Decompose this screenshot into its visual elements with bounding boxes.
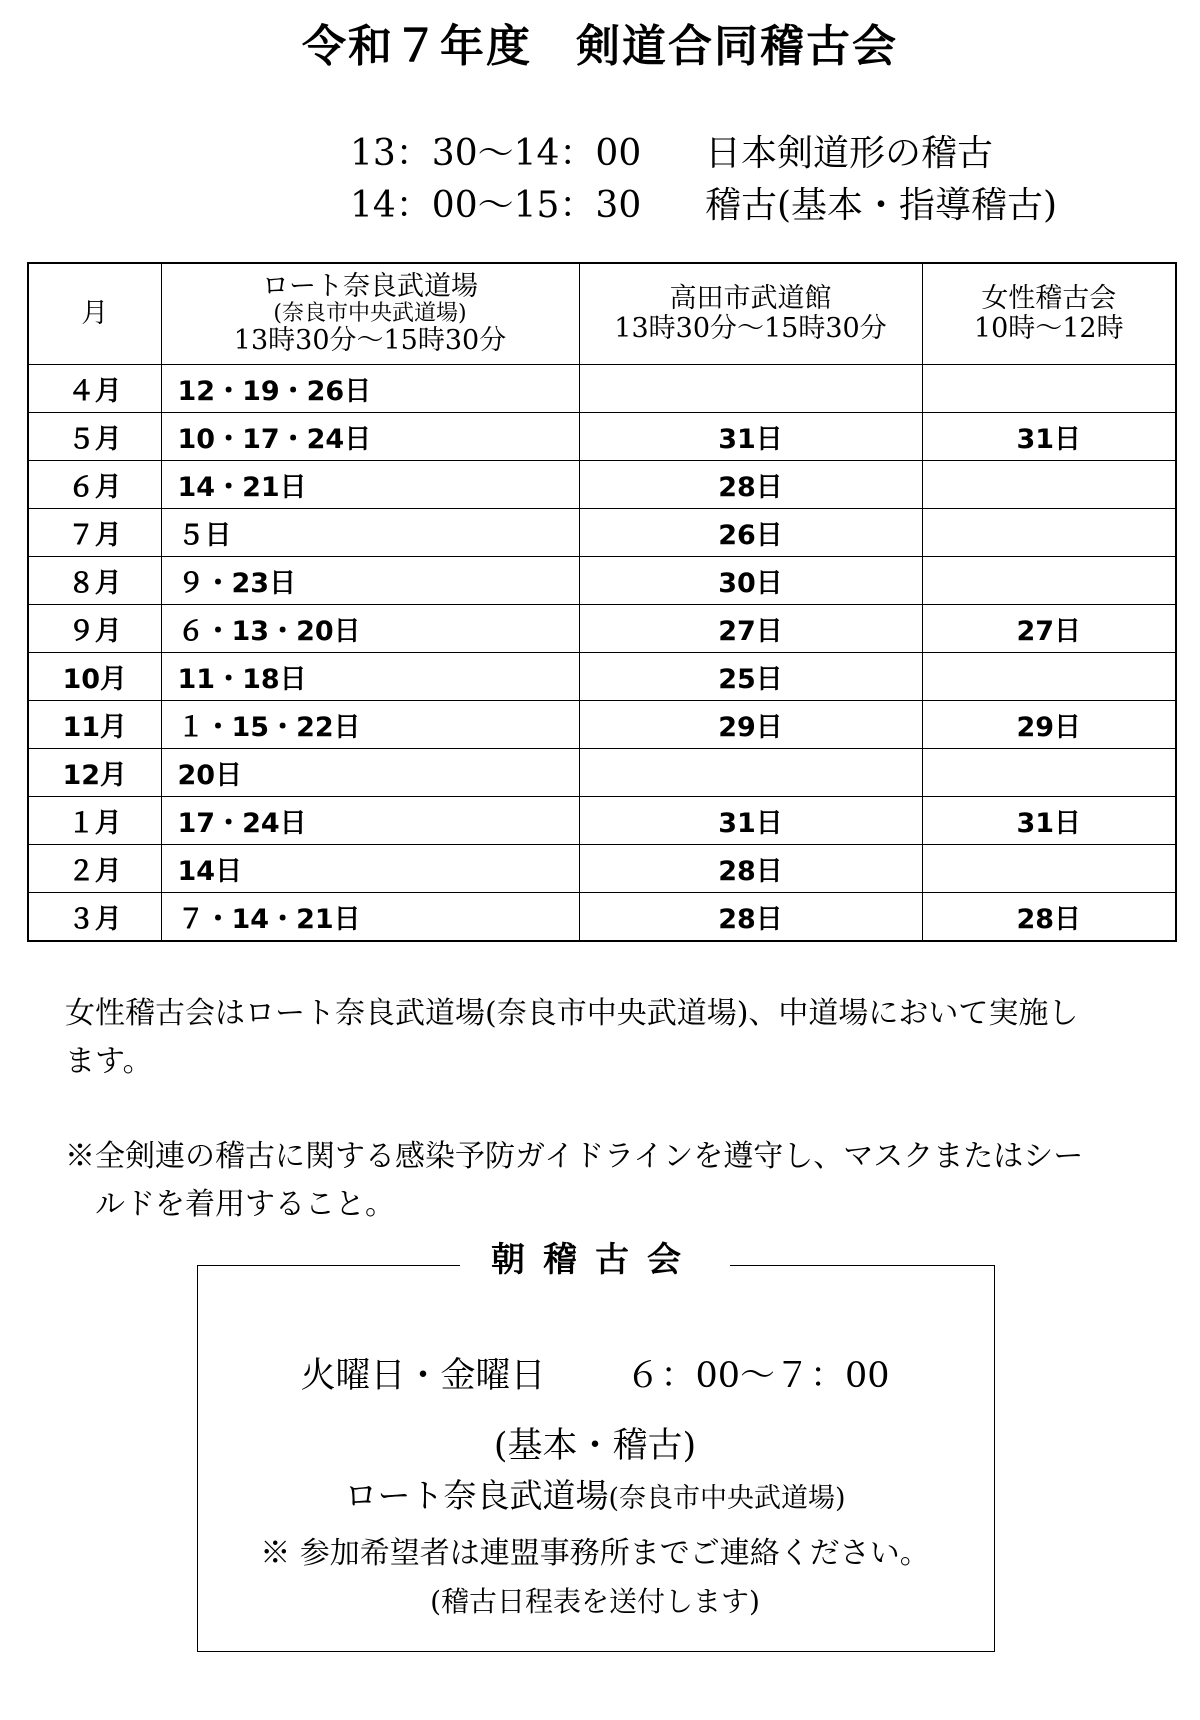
morning-practice-title: 朝稽古会 [460, 1238, 730, 1282]
table-row [28, 701, 1176, 749]
table-row [28, 365, 1176, 413]
cell-roht-dates: 14・21日 [161, 461, 579, 509]
schedule-time: 13：30〜14：00 [350, 133, 642, 174]
morning-venue: ロート奈良武道場(奈良市中央武道場) [344, 1476, 846, 1515]
cell-women-date: 29日 [922, 701, 1176, 749]
cell-roht-dates: 11・18日 [161, 653, 579, 701]
cell-women-date: 31日 [922, 413, 1176, 461]
table-row [28, 461, 1176, 509]
cell-roht-dates: 10・17・24日 [161, 413, 579, 461]
cell-month: ５月 [28, 413, 161, 461]
morning-days: 火曜日・金曜日 [300, 1356, 546, 1396]
header-women-session: 女性稽古会 10時〜12時 [922, 263, 1176, 365]
cell-takada-date: 30日 [579, 557, 922, 605]
table-row [28, 749, 1176, 797]
cell-women-date [922, 845, 1176, 893]
cell-takada-date: 26日 [579, 509, 922, 557]
schedule-times [350, 128, 1150, 232]
cell-month: ８月 [28, 557, 161, 605]
cell-roht-dates: １・15・22日 [161, 701, 579, 749]
table-row [28, 509, 1176, 557]
table-row [28, 845, 1176, 893]
women-session-note: 女性稽古会はロート奈良武道場(奈良市中央武道場)、中道場において実施し ます。 [65, 996, 1079, 1079]
cell-women-date [922, 461, 1176, 509]
cell-takada-date: 28日 [579, 893, 922, 942]
cell-month: 11月 [28, 701, 161, 749]
page-title [0, 10, 1200, 74]
morning-days-time [197, 1348, 993, 1398]
cell-roht-dates: 20日 [161, 749, 579, 797]
cell-month: １月 [28, 797, 161, 845]
schedule-time: 14：00〜15：30 [350, 185, 642, 226]
cell-roht-dates: 17・24日 [161, 797, 579, 845]
cell-women-date: 27日 [922, 605, 1176, 653]
cell-month: 12月 [28, 749, 161, 797]
cell-takada-date [579, 365, 922, 413]
schedule-activity: 日本剣道形の稽古 [705, 133, 994, 174]
cell-month: ２月 [28, 845, 161, 893]
cell-takada-date: 25日 [579, 653, 922, 701]
cell-takada-date [579, 749, 922, 797]
cell-women-date [922, 557, 1176, 605]
cell-takada-date: 28日 [579, 845, 922, 893]
table-row [28, 413, 1176, 461]
cell-roht-dates: 12・19・26日 [161, 365, 579, 413]
table-header-row [28, 263, 1176, 365]
cell-month: 10月 [28, 653, 161, 701]
cell-month: ６月 [28, 461, 161, 509]
mask-guideline-note: ※全剣連の稽古に関する感染予防ガイドラインを遵守し、マスクまたはシー ルドを着用すること。 [65, 1139, 1084, 1222]
header-roht-venue: ロート奈良武道場 (奈良市中央武道場) 13時30分〜15時30分 [161, 263, 579, 365]
cell-takada-date: 31日 [579, 413, 922, 461]
cell-roht-dates: ５日 [161, 509, 579, 557]
cell-women-date: 28日 [922, 893, 1176, 942]
table-row [28, 893, 1176, 942]
cell-month: ３月 [28, 893, 161, 942]
table-row [28, 557, 1176, 605]
table-row [28, 605, 1176, 653]
cell-women-date: 31日 [922, 797, 1176, 845]
schedule-row [350, 180, 1150, 232]
morning-content: (基本・稽古) [493, 1426, 697, 1466]
title-event: 剣道合同稽古会 [576, 21, 898, 72]
schedule-activity: 稽古(基本・指導稽古) [705, 185, 1058, 226]
cell-roht-dates: ７・14・21日 [161, 893, 579, 942]
cell-month: ７月 [28, 509, 161, 557]
cell-month: ９月 [28, 605, 161, 653]
table-row [28, 797, 1176, 845]
cell-takada-date: 29日 [579, 701, 922, 749]
morning-contact-note: ※ 参加希望者は連盟事務所までご連絡ください。 [260, 1536, 930, 1571]
practice-schedule-table [27, 262, 1177, 942]
cell-takada-date: 28日 [579, 461, 922, 509]
cell-roht-dates: ６・13・20日 [161, 605, 579, 653]
cell-roht-dates: ９・23日 [161, 557, 579, 605]
cell-takada-date: 31日 [579, 797, 922, 845]
cell-takada-date: 27日 [579, 605, 922, 653]
cell-month: ４月 [28, 365, 161, 413]
cell-women-date [922, 749, 1176, 797]
header-month: 月 [28, 263, 161, 365]
cell-roht-dates: 14日 [161, 845, 579, 893]
title-year: 令和７年度 [302, 21, 532, 72]
morning-time: ６：00〜７：00 [625, 1356, 890, 1396]
header-takada-venue: 高田市武道館 13時30分〜15時30分 [579, 263, 922, 365]
morning-schedule-note: (稽古日程表を送付します) [430, 1585, 760, 1618]
cell-women-date [922, 653, 1176, 701]
schedule-row [350, 128, 1150, 180]
cell-women-date [922, 509, 1176, 557]
cell-women-date [922, 365, 1176, 413]
table-row [28, 653, 1176, 701]
